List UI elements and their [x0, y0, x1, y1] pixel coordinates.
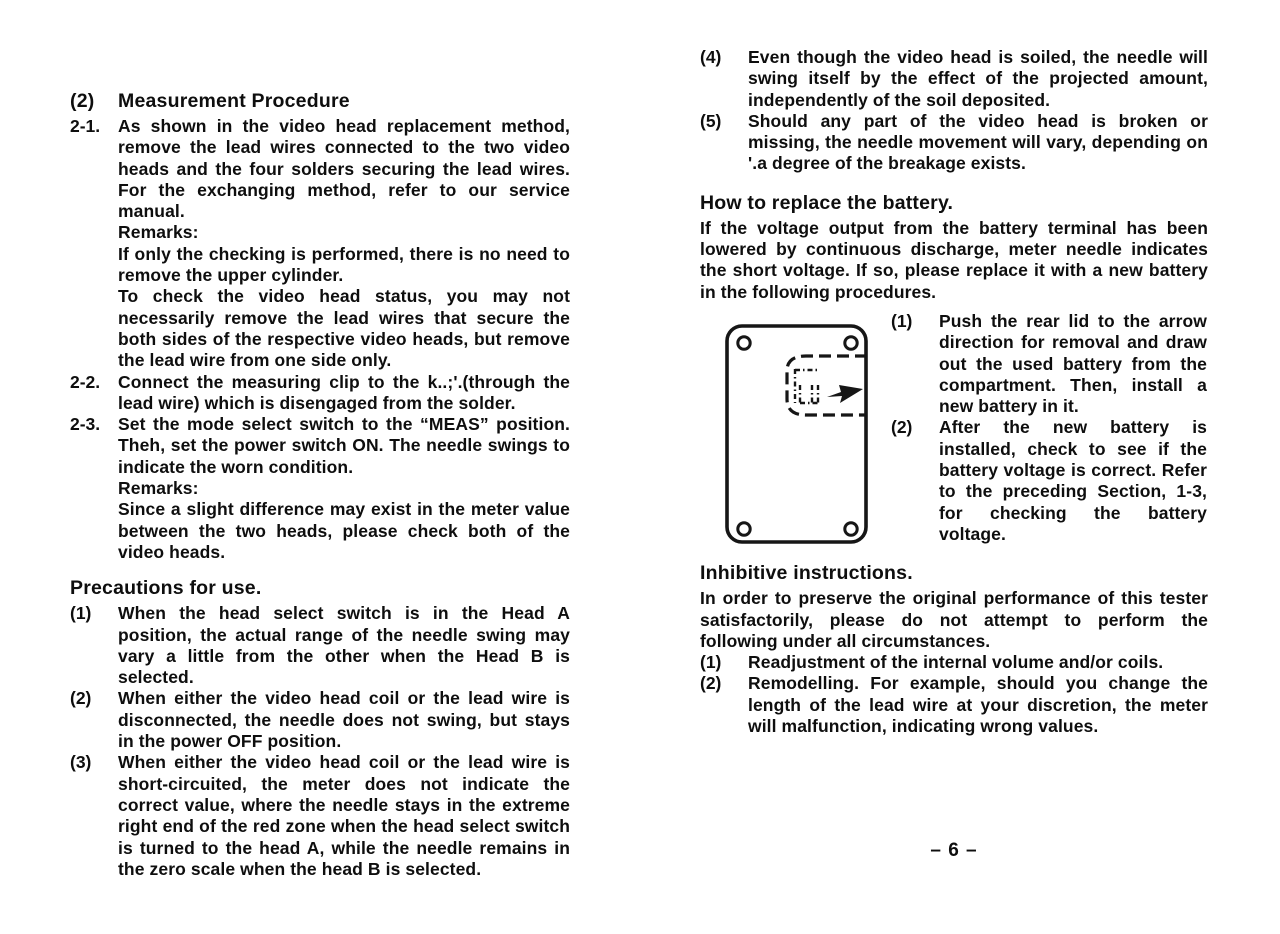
precaution-item-4 [700, 47, 1208, 111]
item-number: (2) [70, 688, 92, 709]
remarks-paragraph: If only the checking is performed, there is no need to remove the upper cylinder. [118, 243, 570, 286]
remarks-label: Remarks: [118, 222, 199, 243]
screw-hole-icon [738, 337, 750, 349]
item-number: (1) [70, 603, 92, 624]
screw-hole-icon [738, 523, 750, 535]
section-heading-measurement-procedure [70, 90, 570, 113]
item-text: When either the video head coil or the lead wire is disconnected, the needle does not swing, but stays in the power OFF position. [118, 688, 570, 752]
item-text: Should any part of the video head is broken or missing, the needle movement will vary, depending on '.a degree of the breakage exists. [748, 110, 1208, 174]
step-2-3 [70, 414, 570, 563]
item-number: (1) [700, 652, 722, 673]
left-column [70, 90, 570, 880]
section-heading-inhibitive: Inhibitive instructions. [700, 562, 913, 585]
step-2-1 [70, 116, 570, 372]
item-text: Remodelling. For example, should you change the length of the lead wire at your discretion, the meter will malfunction, indicating wrong values. [748, 673, 1208, 737]
screw-hole-icon [845, 337, 857, 349]
precaution-item-3 [70, 752, 570, 880]
battery-intro: If the voltage output from the battery terminal has been lowered by continuous discharge, meter needle indicates the short voltage. If so, please replace it with a new battery in the following procedures. [700, 217, 1208, 302]
item-text: Readjustment of the internal volume and/or coils. [748, 652, 1164, 673]
remarks-paragraph: To check the video head status, you may not necessarily remove the lead wires that secure the both sides of the respective video heads, but remove the lead wire from one side only. [118, 286, 570, 371]
battery-figure-row [700, 311, 1208, 545]
step-number: 2-3. [70, 414, 101, 435]
section-heading-precautions: Precautions for use. [70, 577, 262, 600]
section-heading-battery: How to replace the battery. [700, 191, 954, 214]
item-number: (5) [700, 110, 722, 131]
precaution-item-2 [70, 688, 570, 752]
battery-steps [891, 311, 1207, 545]
item-number: (2) [700, 673, 722, 694]
battery-step-1 [891, 311, 1207, 417]
item-text: Even though the video head is soiled, the needle will swing itself by the effect of the projected amount, independently of the soil deposited. [748, 47, 1208, 110]
item-text: Push the rear lid to the arrow direction for removal and draw out the used battery from the compartment. Then, install a new battery in it. [939, 310, 1207, 417]
screw-hole-icon [845, 523, 857, 535]
section-title: Measurement Procedure [118, 90, 350, 112]
precaution-item-5 [700, 111, 1208, 175]
step-text: As shown in the video head replacement method, remove the lead wires connected to the two video heads and the four solders securing the lead wires. For the exchanging method, refer to our service manual. [118, 116, 570, 222]
item-text: After the new battery is installed, check to see if the battery voltage is correct. Refer to the preceding Section, 1-3, for checking the battery voltage. [939, 417, 1207, 544]
item-number: (1) [891, 310, 913, 331]
right-column [700, 47, 1208, 737]
item-number: (3) [70, 752, 92, 773]
item-text: When the head select switch is in the Head A position, the actual range of the needle swing may vary a little from the other when the Head B is selected. [118, 603, 570, 688]
item-number: (2) [891, 417, 913, 438]
item-text: When either the video head coil or the lead wire is short-circuited, the meter does not indicate the correct value, where the needle stays in the extreme right end of the red zone when the head select switch is turned to the head A, while the needle remains in the zero scale when the head B is selected. [118, 752, 570, 879]
remarks-label: Remarks: [118, 478, 199, 499]
step-number: 2-2. [70, 371, 101, 392]
inhibitive-intro: In order to preserve the original performance of this tester satisfactorily, please do not attempt to perform the following under all circumstances. [700, 588, 1208, 651]
step-2-2 [70, 372, 570, 415]
inhibitive-item-2 [700, 673, 1208, 737]
battery-step-2 [891, 417, 1207, 545]
page-number: – 6 – [930, 840, 978, 861]
item-number: (4) [700, 47, 722, 67]
section-number: (2) [70, 90, 95, 112]
rear-lid-figure [724, 323, 869, 545]
remarks-paragraph: Since a slight difference may exist in the meter value between the two heads, please check both of the video heads. [118, 499, 570, 562]
rear-lid-outline [727, 326, 866, 542]
inhibitive-item-1 [700, 652, 1208, 673]
step-text: Connect the measuring clip to the k..;'.(through the lead wire) which is disengaged from the solder. [118, 371, 570, 413]
step-number: 2-1. [70, 116, 101, 136]
step-text: Set the mode select switch to the “MEAS” position. Theh, set the power switch ON. The needle swings to indicate the worn condition. [118, 414, 570, 477]
precaution-item-1 [70, 603, 570, 688]
